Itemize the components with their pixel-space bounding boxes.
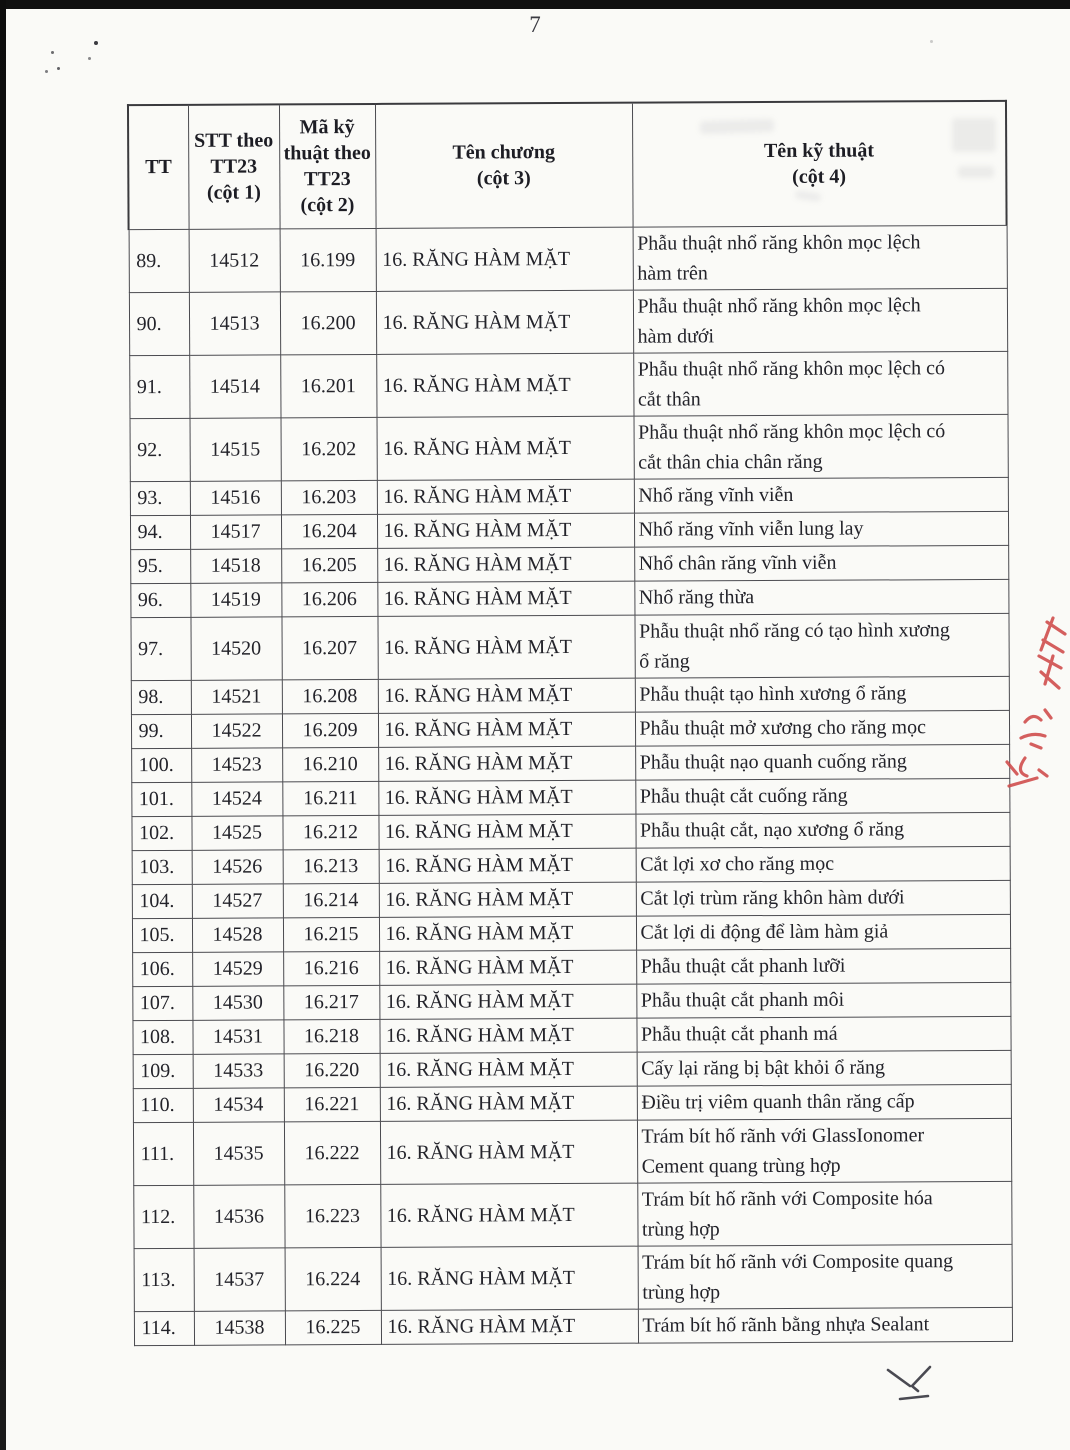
cell-ten-ky-thuat: Phẫu thuật nhổ răng có tạo hình xương ổ răng [634,613,1008,678]
table-row [132,880,1010,918]
cell-ten-chuong: 16. RĂNG HÀM MẶT [380,1120,637,1184]
cell-tt: 96. [130,583,190,617]
cell-ma-ky-thuat: 16.211 [282,781,378,815]
cell-ten-chuong: 16. RĂNG HÀM MẶT [378,678,635,713]
table-header [128,101,1007,229]
cell-ten-chuong: 16. RĂNG HÀM MẶT [380,1052,637,1087]
cell-ma-ky-thuat: 16.224 [285,1247,381,1310]
page-number: 7 [529,12,541,37]
cell-ten-chuong: 16. RĂNG HÀM MẶT [380,1086,637,1121]
cell-ten-chuong: 16. RĂNG HÀM MẶT [379,1018,636,1053]
cell-tt: 91. [129,355,189,418]
cell-ten-chuong: 16. RĂNG HÀM MẶT [377,547,634,582]
cell-stt-tt23: 14524 [191,781,282,815]
cell-ten-chuong: 16. RĂNG HÀM MẶT [381,1246,638,1310]
cell-stt-tt23: 14516 [190,480,281,514]
table-row [132,914,1010,952]
cell-tt: 112. [133,1185,193,1248]
handwritten-check-mark [880,1362,950,1407]
cell-ten-chuong: 16. RĂNG HÀM MẶT [379,882,636,917]
cell-tt: 101. [131,782,191,816]
cell-tt: 99. [131,714,191,748]
cell-stt-tt23: 14530 [192,985,283,1019]
table-row [130,613,1008,680]
table-row [131,778,1009,816]
cell-tt: 107. [132,986,192,1020]
cell-stt-tt23: 14521 [191,679,282,713]
column-header-ma-ky-thuat: Mã kỹ thuật theo TT23 (cột 2) [279,104,376,228]
cell-tt: 104. [132,884,192,918]
cell-ten-ky-thuat: Trám bít hố rãnh bằng nhựa Sealant [638,1307,1012,1343]
cell-ten-ky-thuat: Cấy lại răng bị bật khỏi ổ răng [637,1050,1011,1086]
cell-stt-tt23: 14518 [190,548,281,582]
cell-ten-ky-thuat: Cắt lợi di động để làm hàm giả [636,914,1010,950]
cell-ten-ky-thuat: Nhổ răng vĩnh viễn [634,477,1008,513]
cell-tt: 94. [130,515,190,549]
table-row [131,744,1009,782]
cell-ten-ky-thuat: Phẫu thuật cắt phanh má [636,1016,1010,1052]
cell-ten-chuong: 16. RĂNG HÀM MẶT [378,780,635,815]
cell-stt-tt23: 14525 [191,815,282,849]
cell-ma-ky-thuat: 16.208 [282,679,378,713]
cell-ten-ky-thuat: Phẫu thuật cắt phanh môi [636,982,1010,1018]
cell-stt-tt23: 14515 [190,417,281,480]
cell-ten-ky-thuat: Phẫu thuật nạo quanh cuống răng [635,744,1009,780]
cell-tt: 106. [132,952,192,986]
cell-stt-tt23: 14522 [191,713,282,747]
cell-stt-tt23: 14527 [192,883,283,917]
table-row [134,1307,1012,1345]
table-row [130,414,1008,481]
table-row [134,1244,1012,1311]
cell-ma-ky-thuat: 16.209 [282,713,378,747]
cell-ma-ky-thuat: 16.212 [282,815,378,849]
cell-ma-ky-thuat: 16.225 [285,1310,381,1344]
cell-ten-ky-thuat: Nhổ răng vĩnh viễn lung lay [634,511,1008,547]
cell-ten-ky-thuat: Điều trị viêm quanh thân răng cấp [637,1084,1011,1120]
cell-stt-tt23: 14537 [194,1247,285,1310]
cell-ten-chuong: 16. RĂNG HÀM MẶT [381,1309,638,1344]
cell-ma-ky-thuat: 16.202 [281,417,377,480]
cell-ten-chuong: 16. RĂNG HÀM MẶT [378,814,635,849]
cell-ten-ky-thuat: Nhổ răng thừa [634,579,1008,615]
cell-tt: 95. [130,549,190,583]
cell-ma-ky-thuat: 16.206 [281,582,377,616]
cell-stt-tt23: 14529 [192,951,283,985]
cell-ten-chuong: 16. RĂNG HÀM MẶT [379,984,636,1019]
cell-stt-tt23: 14519 [190,582,281,616]
cell-ma-ky-thuat: 16.200 [280,291,376,354]
cell-ma-ky-thuat: 16.204 [281,514,377,548]
table-row [131,812,1009,850]
cell-ten-chuong: 16. RĂNG HÀM MẶT [377,479,634,514]
ink-speckle [51,51,54,54]
column-header-stt-tt23: STT theo TT23 (cột 1) [188,104,280,228]
cell-ten-chuong: 16. RĂNG HÀM MẶT [376,353,633,417]
cell-ten-chuong: 16. RĂNG HÀM MẶT [376,290,633,354]
red-ink-stamp-fragments [995,610,1070,805]
ink-speckle [45,70,48,73]
ink-speckle [930,40,933,43]
cell-tt: 103. [132,850,192,884]
cell-stt-tt23: 14514 [189,354,280,417]
cell-ma-ky-thuat: 16.201 [280,354,376,417]
cell-ten-chuong: 16. RĂNG HÀM MẶT [378,746,635,781]
column-header-ten-chuong: Tên chương (cột 3) [375,103,633,228]
cell-ten-ky-thuat: Phẫu thuật cắt, nạo xương ổ răng [635,812,1009,848]
table-row [132,982,1010,1020]
table-body [129,225,1012,1345]
cell-ten-chuong: 16. RĂNG HÀM MẶT [379,950,636,985]
cell-stt-tt23: 14538 [194,1310,285,1344]
cell-stt-tt23: 14534 [193,1087,284,1121]
cell-ma-ky-thuat: 16.207 [281,616,377,679]
cell-ten-ky-thuat: Cắt lợi xơ cho răng mọc [636,846,1010,882]
cell-tt: 92. [130,418,190,481]
cell-ten-ky-thuat: Phẫu thuật tạo hình xương ổ răng [635,676,1009,712]
cell-tt: 114. [134,1311,194,1345]
header-row [128,101,1007,229]
cell-ma-ky-thuat: 16.199 [280,228,376,291]
scan-edge-top [0,0,1070,9]
cell-stt-tt23: 14520 [190,616,281,679]
cell-ma-ky-thuat: 16.205 [281,548,377,582]
cell-tt: 89. [129,229,189,292]
cell-ten-ky-thuat: Nhổ chân răng vĩnh viễn [634,545,1008,581]
cell-ten-ky-thuat: Trám bít hố rãnh với GlassIonomer Cement quang trùng hợp [637,1118,1011,1183]
cell-stt-tt23: 14535 [193,1121,284,1184]
cell-ten-chuong: 16. RĂNG HÀM MẶT [380,1183,637,1247]
table-row [132,1016,1010,1054]
table-row [129,225,1007,292]
cell-ma-ky-thuat: 16.210 [282,747,378,781]
column-header-tt: TT [128,105,189,229]
ink-speckle [94,41,98,45]
cell-ten-ky-thuat: Phẫu thuật cắt phanh lưỡi [636,948,1010,984]
cell-tt: 113. [134,1248,194,1311]
table-row [132,948,1010,986]
cell-stt-tt23: 14517 [190,514,281,548]
table-row [130,477,1008,515]
cell-ma-ky-thuat: 16.218 [283,1019,379,1053]
table-row [133,1084,1011,1122]
cell-tt: 111. [133,1122,193,1185]
cell-ma-ky-thuat: 16.203 [281,480,377,514]
table-row [131,710,1009,748]
cell-ma-ky-thuat: 16.220 [284,1053,380,1087]
cell-ten-chuong: 16. RĂNG HÀM MẶT [376,227,633,291]
cell-tt: 93. [130,481,190,515]
cell-ten-ky-thuat: Cắt lợi trùm răng khôn hàm dưới [636,880,1010,916]
cell-tt: 105. [132,918,192,952]
cell-ten-chuong: 16. RĂNG HÀM MẶT [377,581,634,616]
cell-ten-ky-thuat: Phẫu thuật mở xương cho răng mọc [635,710,1009,746]
cell-ten-ky-thuat: Phẫu thuật nhổ răng khôn mọc lệch có cắt thân [633,351,1007,416]
cell-stt-tt23: 14528 [192,917,283,951]
table-row [133,1181,1011,1248]
cell-stt-tt23: 14523 [191,747,282,781]
cell-ten-ky-thuat: Phẫu thuật nhổ răng khôn mọc lệch có cắt thân chia chân răng [634,414,1008,479]
cell-ten-ky-thuat: Trám bít hố rãnh với Composite hóa trùng hợp [637,1181,1011,1246]
cell-ma-ky-thuat: 16.223 [284,1184,380,1247]
cell-tt: 97. [130,617,190,680]
cell-tt: 110. [133,1088,193,1122]
cell-ten-chuong: 16. RĂNG HÀM MẶT [377,513,634,548]
cell-tt: 108. [132,1020,192,1054]
cell-ma-ky-thuat: 16.214 [283,883,379,917]
cell-ma-ky-thuat: 16.213 [283,849,379,883]
cell-ten-ky-thuat: Phẫu thuật nhổ răng khôn mọc lệch hàm trên [633,225,1007,290]
cell-ten-chuong: 16. RĂNG HÀM MẶT [377,615,634,679]
table-row [130,579,1008,617]
cell-ma-ky-thuat: 16.222 [284,1121,380,1184]
cell-tt: 90. [129,292,189,355]
ink-speckle [57,67,60,70]
cell-ten-ky-thuat: Trám bít hố rãnh với Composite quang trùng hợp [638,1244,1012,1309]
cell-ma-ky-thuat: 16.216 [283,951,379,985]
cell-tt: 100. [131,748,191,782]
cell-ten-ky-thuat: Phẫu thuật cắt cuống răng [635,778,1009,814]
procedures-table [127,100,1013,1346]
cell-ten-chuong: 16. RĂNG HÀM MẶT [378,712,635,747]
cell-ten-chuong: 16. RĂNG HÀM MẶT [379,916,636,951]
table-row [131,676,1009,714]
cell-tt: 102. [131,816,191,850]
cell-stt-tt23: 14536 [193,1184,284,1247]
table-row [133,1050,1011,1088]
cell-ten-chuong: 16. RĂNG HÀM MẶT [377,416,634,480]
table-row [130,511,1008,549]
table-row [130,545,1008,583]
table-row [132,846,1010,884]
table-row [129,288,1007,355]
cell-stt-tt23: 14531 [192,1019,283,1053]
cell-ma-ky-thuat: 16.217 [283,985,379,1019]
table-row [129,351,1007,418]
cell-ten-chuong: 16. RĂNG HÀM MẶT [379,848,636,883]
scan-edge-left [0,0,6,1450]
cell-tt: 109. [133,1054,193,1088]
cell-ma-ky-thuat: 16.221 [284,1087,380,1121]
cell-stt-tt23: 14513 [189,291,280,354]
cell-ma-ky-thuat: 16.215 [283,917,379,951]
cell-stt-tt23: 14526 [192,849,283,883]
cell-stt-tt23: 14512 [189,228,280,291]
ink-speckle [88,57,91,60]
cell-stt-tt23: 14533 [193,1053,284,1087]
column-header-ten-ky-thuat: Tên kỹ thuật (cột 4) [632,101,1007,227]
table-row [133,1118,1011,1185]
cell-ten-ky-thuat: Phẫu thuật nhổ răng khôn mọc lệch hàm dưới [633,288,1007,353]
cell-tt: 98. [131,680,191,714]
